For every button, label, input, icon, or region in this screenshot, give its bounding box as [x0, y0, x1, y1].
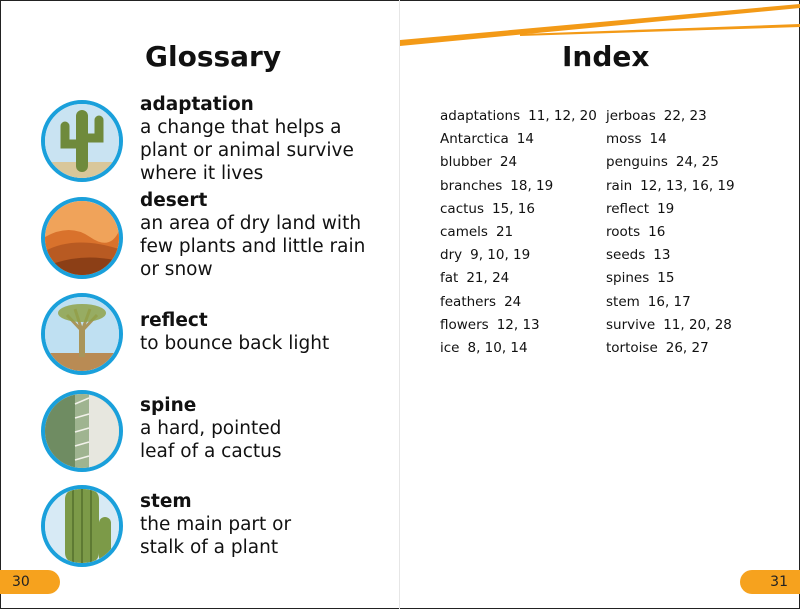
index-pages: 16 [648, 223, 666, 240]
index-item [606, 200, 735, 223]
glossary-entry-adaptation [140, 93, 380, 185]
glossary-term: spine [140, 395, 197, 416]
index-item [440, 293, 597, 316]
index-word: tortoise [606, 339, 658, 356]
glossary-definition-line: the main part or [140, 514, 292, 535]
quiver-tree-icon [41, 293, 123, 375]
index-item [440, 246, 597, 269]
index-item [606, 339, 735, 362]
index-word: stem [606, 293, 640, 310]
index-word: branches [440, 177, 503, 194]
index-item [440, 130, 597, 153]
index-item [440, 200, 597, 223]
index-column-left [440, 107, 597, 362]
index-pages: 14 [649, 131, 667, 148]
index-item [606, 130, 735, 153]
glossary-term: desert [140, 190, 208, 211]
index-item [440, 223, 597, 246]
index-word: jerboas [606, 108, 656, 124]
glossary-definition-line: an area of dry land with [140, 213, 362, 234]
index-pages: 14 [516, 131, 534, 148]
glossary-term: reflect [140, 310, 208, 331]
index-pages: 8, 10, 14 [467, 339, 528, 356]
index-word: Antarctica [440, 131, 509, 148]
index-word: camels [440, 223, 488, 240]
glossary-term: stem [140, 491, 192, 512]
index-word: reflect [606, 200, 650, 217]
sand-dunes-icon [41, 197, 123, 279]
index-word: rain [606, 177, 633, 194]
index-word: flowers [440, 316, 489, 333]
index-pages: 24 [504, 293, 522, 310]
glossary-definition-line: a hard, pointed [140, 418, 282, 439]
book-spine [399, 0, 400, 609]
index-item [606, 107, 735, 130]
glossary-definition-line: few plants and little rain [140, 236, 366, 257]
index-item [606, 269, 735, 292]
cactus-spines-icon [41, 390, 123, 472]
glossary-entry-spine [140, 394, 380, 463]
index-item [440, 269, 597, 292]
index-pages: 21 [495, 223, 514, 240]
glossary-definition-line: to bounce back light [140, 333, 330, 354]
index-word: penguins [606, 154, 668, 171]
glossary-title: Glossary [145, 40, 282, 73]
index-item [440, 339, 597, 362]
index-item [440, 177, 597, 200]
index-pages: 11, 12, 20 [528, 108, 597, 124]
index-word: blubber [440, 154, 492, 171]
cactus-stem-icon [41, 485, 123, 567]
index-pages: 24, 25 [675, 154, 719, 171]
index-pages: 24 [499, 154, 518, 171]
index-word: spines [606, 270, 650, 287]
glossary-definition-line: or snow [140, 259, 213, 280]
index-item [606, 316, 735, 339]
glossary-definition-line: plant or animal survive [140, 140, 354, 161]
index-pages: 15, 16 [492, 200, 535, 217]
index-pages: 13 [653, 247, 671, 264]
index-item [606, 153, 735, 176]
glossary-term: adaptation [140, 94, 254, 115]
index-item [606, 177, 735, 200]
index-pages: 16, 17 [647, 293, 691, 310]
index-word: survive [606, 316, 656, 333]
page-number-left: 30 [0, 570, 60, 594]
index-column-right [606, 107, 735, 362]
index-pages: 15 [657, 270, 675, 287]
index-item [606, 223, 735, 246]
glossary-entry-desert [140, 189, 380, 281]
index-word: cactus [440, 200, 485, 217]
index-word: fat [440, 270, 459, 287]
saguaro-cactus-icon [41, 100, 123, 182]
index-word: ice [440, 339, 460, 356]
index-item [440, 316, 597, 339]
glossary-entry-stem [140, 490, 380, 559]
index-pages: 12, 13 [496, 316, 540, 333]
glossary-definition-line: leaf of a cactus [140, 441, 282, 462]
glossary-definition-line: a change that helps a [140, 117, 342, 138]
glossary-definition-line: where it lives [140, 163, 264, 184]
index-item [606, 293, 735, 316]
index-item [606, 246, 735, 269]
glossary-definition-line: stalk of a plant [140, 537, 279, 558]
index-pages: 19 [657, 200, 675, 217]
index-pages: 11, 20, 28 [663, 316, 732, 333]
orange-accent-stroke [0, 0, 800, 60]
index-pages: 22, 23 [663, 108, 707, 124]
index-word: moss [606, 131, 642, 148]
index-word: feathers [440, 293, 497, 310]
index-title: Index [562, 40, 650, 73]
index-word: adaptations [440, 108, 521, 124]
index-pages: 21, 24 [466, 270, 510, 287]
index-pages: 12, 13, 16, 19 [640, 177, 735, 194]
glossary-entry-reflect [140, 309, 380, 355]
page-number-right: 31 [740, 570, 800, 594]
index-item [440, 153, 597, 176]
index-pages: 9, 10, 19 [470, 247, 531, 264]
index-word: roots [606, 223, 641, 240]
index-word: seeds [606, 247, 646, 264]
index-item [440, 107, 597, 130]
index-word: dry [440, 247, 463, 264]
index-pages: 26, 27 [665, 339, 709, 356]
index-pages: 18, 19 [510, 177, 554, 194]
